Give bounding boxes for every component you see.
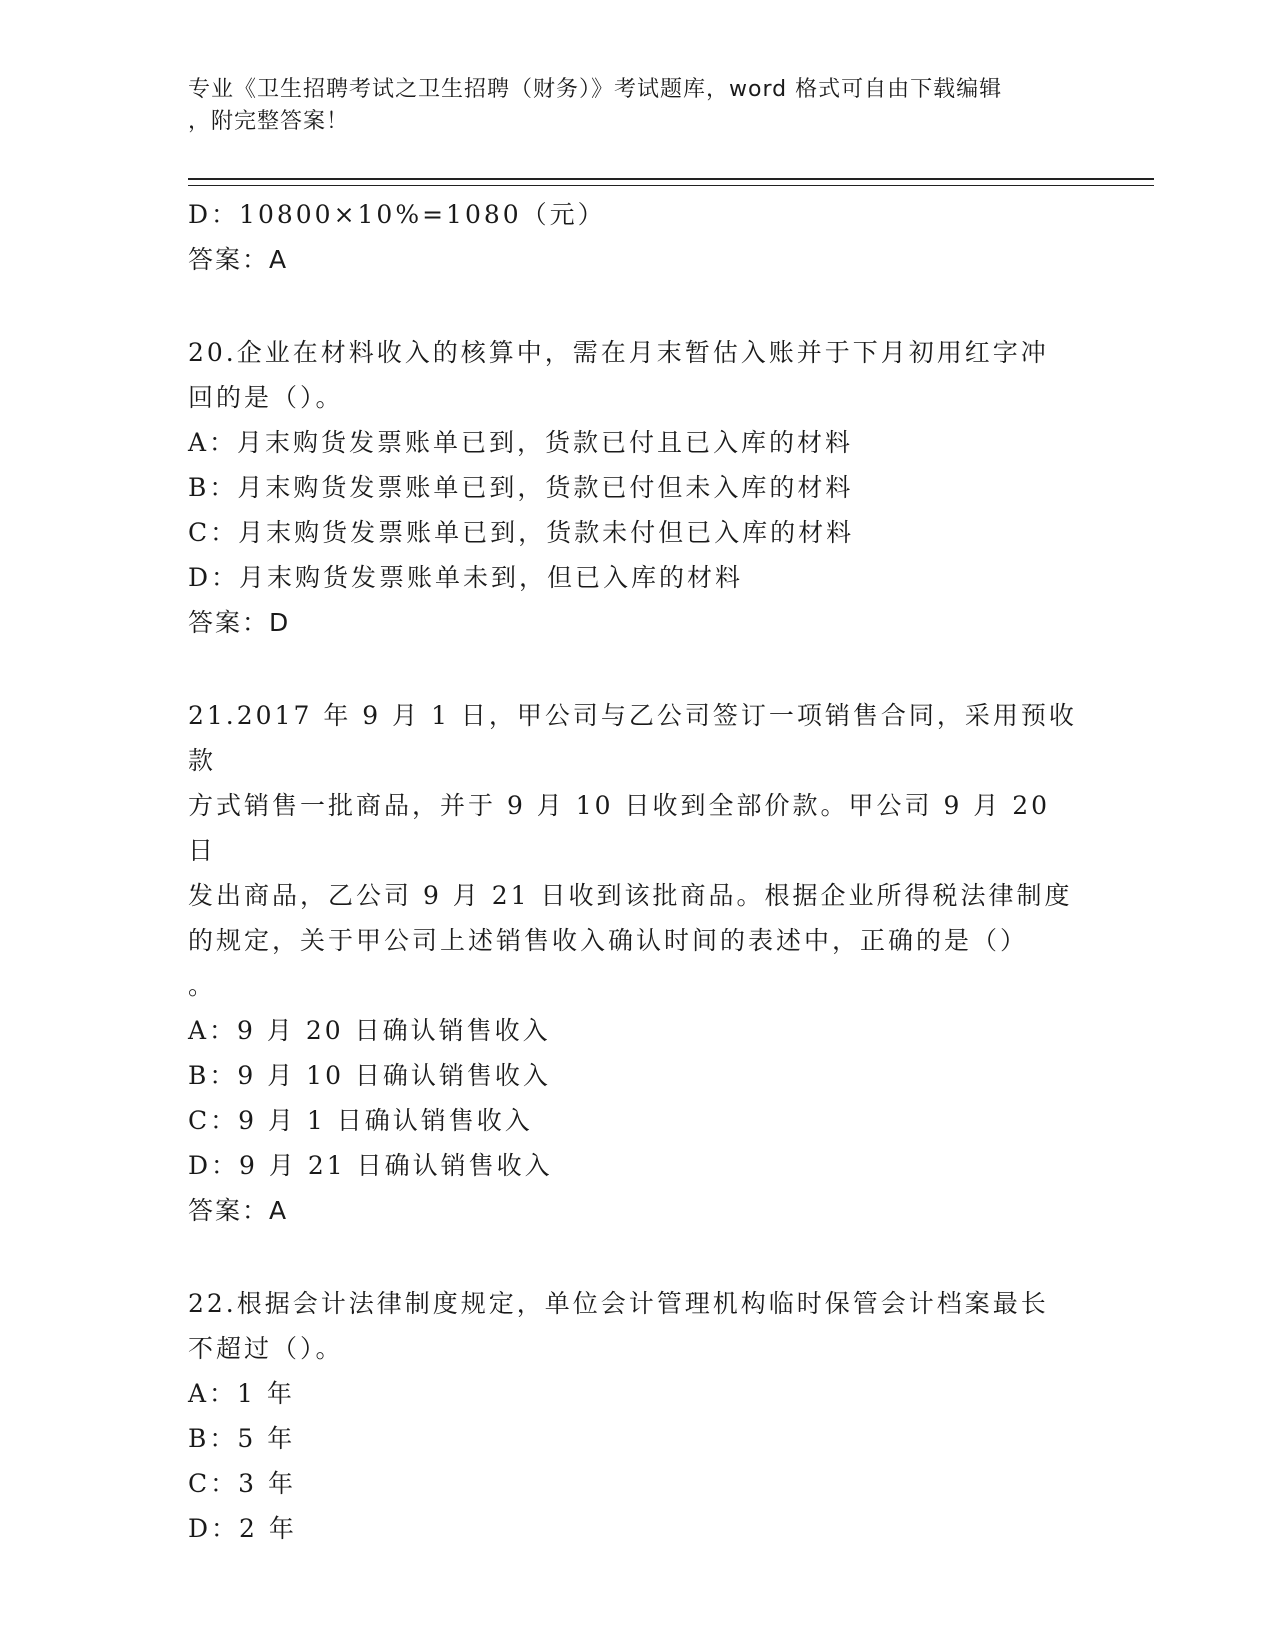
option-a: A：月末购货发票账单已到，货款已付且已入库的材料 [188,428,854,457]
option-d: D：9 月 21 日确认销售收入 [188,1151,553,1180]
option-b: B：月末购货发票账单已到，货款已付但未入库的材料 [188,473,854,502]
question-stem-line: 21.2017 年 9 月 1 日，甲公司与乙公司签订一项销售合同，采用预收款 [188,701,1077,775]
prev-answer: 答案：A [188,245,289,274]
option-c: C：月末购货发票账单已到，货款未付但已入库的材料 [188,518,855,547]
spacer [188,282,1088,330]
spacer [188,1233,1088,1281]
option-d: D：2 年 [188,1514,297,1543]
option-a: A：1 年 [188,1379,295,1408]
question-21 [188,693,1088,1233]
question-stem-line: 发出商品，乙公司 9 月 21 日收到该批商品。根据企业所得税法律制度 [188,881,1073,910]
prev-option-d: D：10800×10%=1080（元） [188,200,606,229]
header-line-1: 专业《卫生招聘考试之卫生招聘（财务）》考试题库，word 格式可自由下载编辑 [188,77,1003,102]
question-stem-line: 方式销售一批商品，并于 9 月 10 日收到全部价款。甲公司 9 月 20 日 [188,791,1051,865]
question-22 [188,1281,1088,1551]
header-divider [188,178,1154,186]
question-stem-line: 不超过（）。 [188,1334,344,1363]
option-a: A：9 月 20 日确认销售收入 [188,1016,551,1045]
question-stem-line: 。 [188,971,217,1000]
option-b: B：9 月 10 日确认销售收入 [188,1061,551,1090]
option-c: C：9 月 1 日确认销售收入 [188,1106,533,1135]
answer: 答案：A [188,1196,289,1225]
question-content [188,192,1088,1551]
header-line-2: ，附完整答案！ [188,109,350,134]
answer: 答案：D [188,608,291,637]
spacer [188,645,1088,693]
option-c: C：3 年 [188,1469,296,1498]
question-stem-line: 的规定，关于甲公司上述销售收入确认时间的表述中，正确的是（） [188,926,1029,955]
question-stem-line: 20.企业在材料收入的核算中，需在月末暂估入账并于下月初用红字冲 [188,338,1049,367]
question-stem-line: 回的是（）。 [188,383,344,412]
document-header [188,74,1088,138]
option-b: B：5 年 [188,1424,296,1453]
question-20 [188,330,1088,645]
option-d: D：月末购货发票账单未到，但已入库的材料 [188,563,744,592]
question-stem-line: 22.根据会计法律制度规定，单位会计管理机构临时保管会计档案最长 [188,1289,1049,1318]
